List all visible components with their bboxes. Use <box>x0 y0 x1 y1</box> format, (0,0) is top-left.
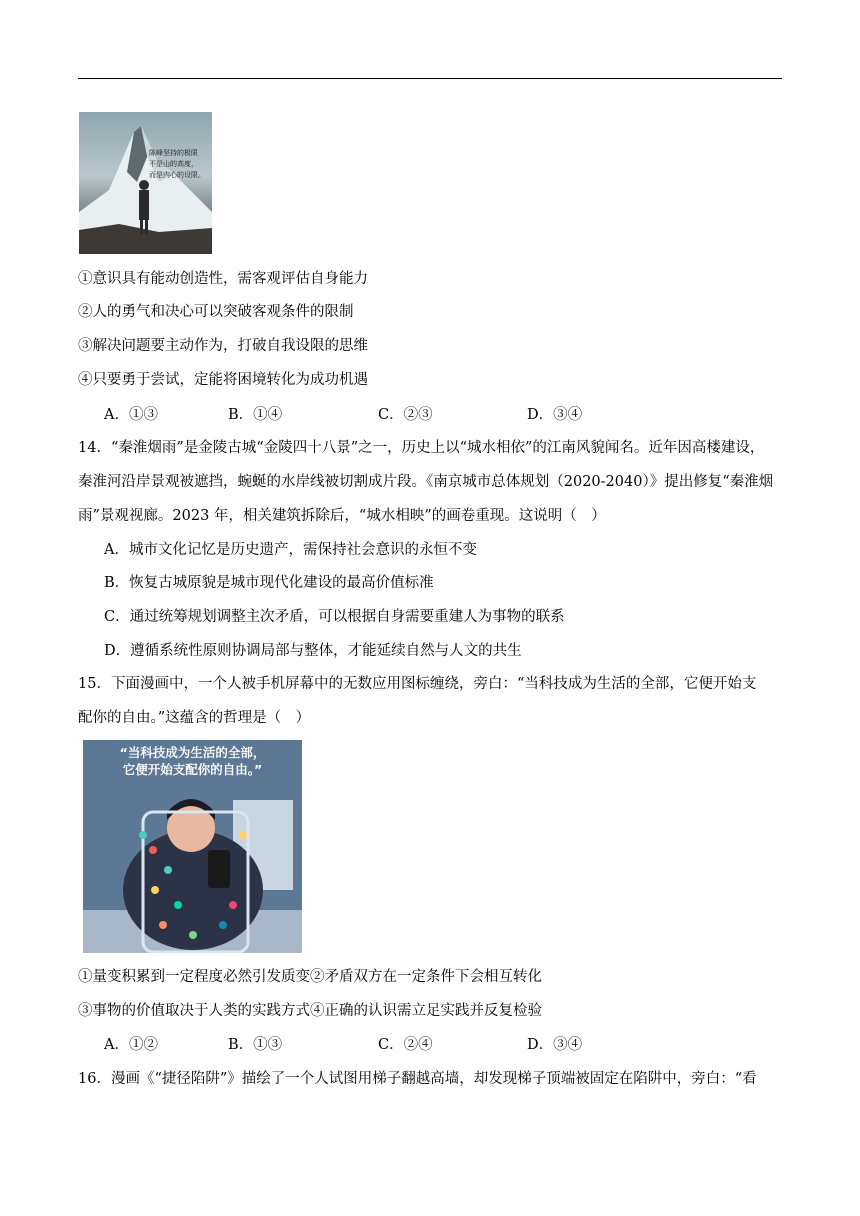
comic-caption-line: “当科技成为生活的全部， <box>119 745 266 760</box>
option-d[interactable]: D．遵循系统性原则协调局部与整体，才能延续自然与人文的共生 <box>104 643 522 659</box>
choice-a[interactable]: A．①③ <box>104 407 158 423</box>
image-caption-line: 不是山的高度， <box>149 160 198 168</box>
option-c[interactable]: C．通过统筹规划调整主次矛盾，可以根据自身需要重建人为事物的联系 <box>104 609 565 625</box>
header-rule <box>78 78 782 79</box>
choice-a[interactable]: A．①② <box>104 1037 158 1053</box>
statement: ④只要勇于尝试，定能将困境转化为成功机遇 <box>78 372 368 388</box>
image-caption-line: 而是内心的设限。 <box>149 171 205 179</box>
question-stem: 14．“秦淮烟雨”是金陵古城“金陵四十八景”之一，历史上以“城水相依”的江南风貌闻名。近年因高楼建设， <box>78 440 765 456</box>
question-stem: 雨”景观视廊。2023 年，相关建筑拆除后，“城水相映”的画卷重现。这说明（ ） <box>78 508 606 524</box>
question-stem: 16．漫画《“捷径陷阱”》描绘了一个人试图用梯子翻越高墙，却发现梯子顶端被固定在陷阱中，旁白：“看 <box>78 1071 757 1087</box>
choice-c[interactable]: C．②④ <box>378 1037 433 1053</box>
question-stem: 15．下面漫画中，一个人被手机屏幕中的无数应用图标缠绕，旁白：“当科技成为生活的全部，它便开始支 <box>78 676 757 692</box>
image-caption-line: 陈峰坚持的极限 <box>149 149 198 157</box>
phone-comic-illustration <box>83 740 302 953</box>
comic-caption-line: 它便开始支配你的自由。” <box>122 762 263 777</box>
statement: ③事物的价值取决于人类的实践方式④正确的认识需立足实践并反复检验 <box>78 1003 542 1019</box>
question-stem: 秦淮河沿岸景观被遮挡，蜿蜒的水岸线被切割成片段。《南京城市总体规划（2020-2040）》提出修复“秦淮烟 <box>78 474 774 490</box>
statement: ①意识具有能动创造性，需客观评估自身能力 <box>78 271 368 287</box>
choice-b[interactable]: B．①③ <box>228 1037 283 1053</box>
statement: ③解决问题要主动作为，打破自我设限的思维 <box>78 338 368 354</box>
statement: ①量变积累到一定程度必然引发质变②矛盾双方在一定条件下会相互转化 <box>78 969 542 985</box>
choice-b[interactable]: B．①④ <box>228 407 283 423</box>
option-a[interactable]: A．城市文化记忆是历史遗产，需保持社会意识的永恒不变 <box>104 542 477 558</box>
choice-d[interactable]: D．③④ <box>527 1037 583 1053</box>
mountain-illustration <box>79 112 212 254</box>
statement: ②人的勇气和决心可以突破客观条件的限制 <box>78 304 354 320</box>
choice-d[interactable]: D．③④ <box>527 407 583 423</box>
option-b[interactable]: B．恢复古城原貌是城市现代化建设的最高价值标准 <box>104 575 434 591</box>
question-stem: 配你的自由。”这蕴含的哲理是（ ） <box>78 710 311 726</box>
choice-c[interactable]: C．②③ <box>378 407 433 423</box>
mountain-icon <box>79 112 212 254</box>
